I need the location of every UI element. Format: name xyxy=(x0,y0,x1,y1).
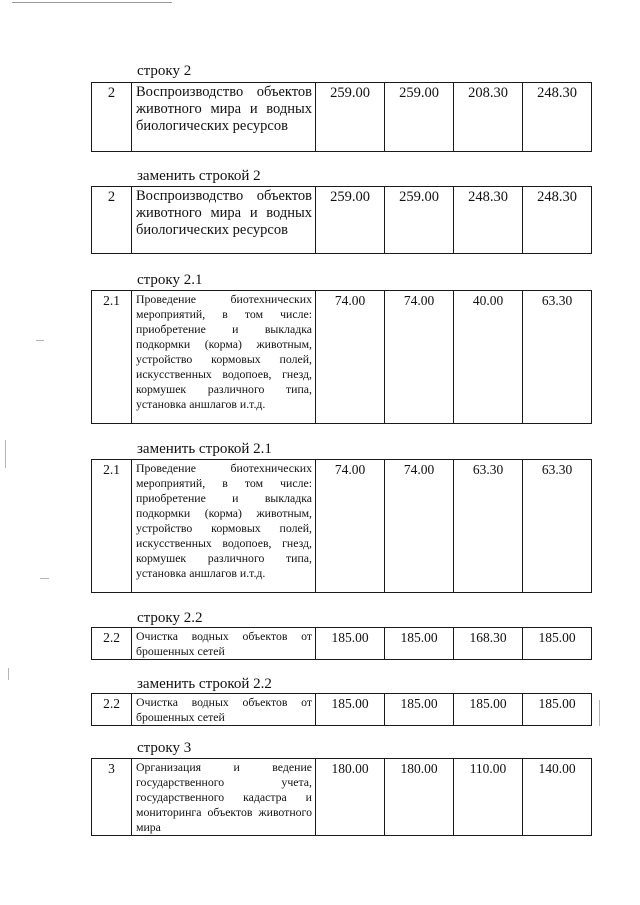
section-heading: строку 2 xyxy=(137,63,192,79)
row-number: 2.2 xyxy=(92,628,132,660)
value-cell: 63.30 xyxy=(523,291,592,424)
section-heading: заменить строкой 2 xyxy=(137,168,261,184)
section-heading: заменить строкой 2.1 xyxy=(137,441,272,457)
scan-mark xyxy=(36,340,44,341)
value-cell: 74.00 xyxy=(316,460,385,593)
row-description: Очистка водных объектов от брошенных сетей xyxy=(132,628,316,660)
scan-mark xyxy=(8,668,9,680)
scan-mark xyxy=(40,578,49,579)
value-cell: 74.00 xyxy=(316,291,385,424)
section-heading: строку 3 xyxy=(137,740,192,756)
value-cell: 185.00 xyxy=(316,628,385,660)
section-heading: строку 2.2 xyxy=(137,610,203,626)
value-cell: 63.30 xyxy=(454,460,523,593)
value-cell: 168.30 xyxy=(454,628,523,660)
row-description: Проведение биотехнических мероприятий, в том числе: приобретение и выкладка подкормки (корма) животным, устройство кормовых полей, искусственных водопоев, гнезд, кормушек различного типа, установка аншлагов и.т.д. xyxy=(132,291,316,424)
value-cell: 140.00 xyxy=(523,759,592,836)
value-cell: 208.30 xyxy=(454,83,523,152)
table-row xyxy=(91,627,592,660)
value-cell: 259.00 xyxy=(316,83,385,152)
value-cell: 180.00 xyxy=(316,759,385,836)
value-cell: 185.00 xyxy=(316,694,385,726)
row-description: Очистка водных объектов от брошенных сетей xyxy=(132,694,316,726)
value-cell: 185.00 xyxy=(385,628,454,660)
row-number: 2.1 xyxy=(92,460,132,593)
table-row xyxy=(91,693,592,726)
value-cell: 259.00 xyxy=(385,83,454,152)
value-cell: 248.30 xyxy=(454,187,523,254)
scan-mark xyxy=(5,440,6,468)
value-cell: 185.00 xyxy=(385,694,454,726)
row-description: Проведение биотехнических мероприятий, в том числе: приобретение и выкладка подкормки (корма) животным, устройство кормовых полей, искусственных водопоев, гнезд, кормушек различного типа, установка аншлагов и.т.д. xyxy=(132,460,316,593)
row-description: Организация и ведение государственного учета, государственного кадастра и мониторинга объектов животного мира xyxy=(132,759,316,836)
section-heading: строку 2.1 xyxy=(137,272,203,288)
table-row xyxy=(91,290,592,424)
value-cell: 248.30 xyxy=(523,83,592,152)
value-cell: 248.30 xyxy=(523,187,592,254)
value-cell: 259.00 xyxy=(316,187,385,254)
value-cell: 180.00 xyxy=(385,759,454,836)
table-row xyxy=(91,758,592,836)
table-row xyxy=(91,186,592,254)
value-cell: 40.00 xyxy=(454,291,523,424)
value-cell: 110.00 xyxy=(454,759,523,836)
table-row xyxy=(91,82,592,152)
value-cell: 63.30 xyxy=(523,460,592,593)
value-cell: 74.00 xyxy=(385,460,454,593)
scan-mark xyxy=(599,700,600,726)
value-cell: 185.00 xyxy=(523,694,592,726)
value-cell: 185.00 xyxy=(523,628,592,660)
table-row xyxy=(91,459,592,593)
top-rule xyxy=(12,2,172,3)
value-cell: 185.00 xyxy=(454,694,523,726)
value-cell: 74.00 xyxy=(385,291,454,424)
row-description: Воспроизводство объектов животного мира и водных биологических ресурсов xyxy=(132,187,316,254)
section-heading: заменить строкой 2.2 xyxy=(137,676,272,692)
value-cell: 259.00 xyxy=(385,187,454,254)
row-number: 2 xyxy=(92,187,132,254)
row-number: 2 xyxy=(92,83,132,152)
row-number: 3 xyxy=(92,759,132,836)
row-number: 2.2 xyxy=(92,694,132,726)
row-description: Воспроизводство объектов животного мира и водных биологических ресурсов xyxy=(132,83,316,152)
row-number: 2.1 xyxy=(92,291,132,424)
